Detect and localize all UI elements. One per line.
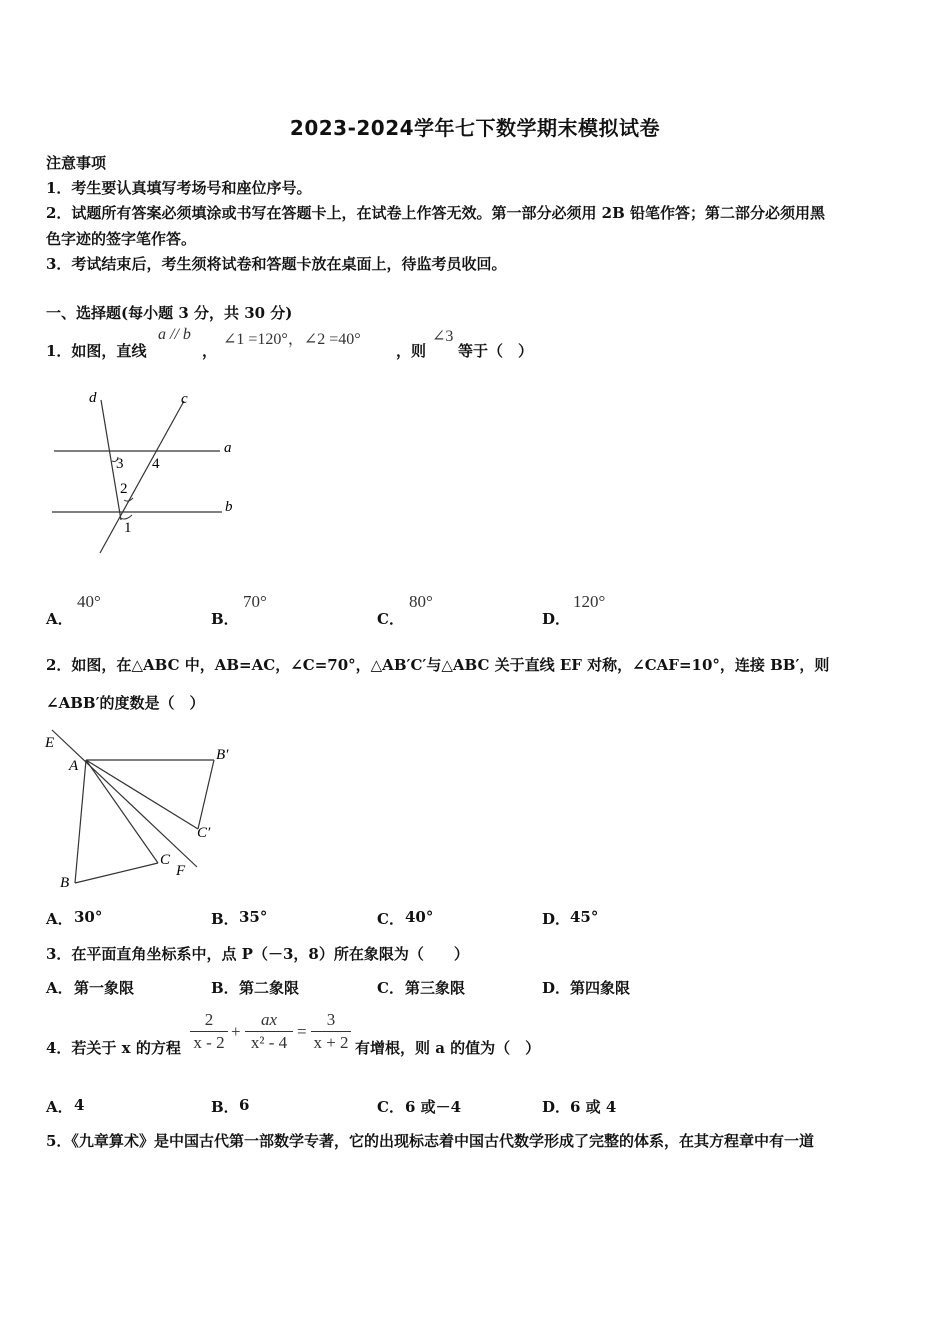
q3-option-a-value[interactable]: 第一象限 bbox=[74, 979, 135, 997]
q1-suffix: 等于（ ） bbox=[458, 342, 534, 360]
q4-fraction-1-numerator: 2 bbox=[204, 1010, 214, 1029]
line-ef bbox=[52, 730, 197, 867]
q5-text: 5．《九章算术》是中国古代第一部数学专著，它的出现标志着中国古代数学形成了完整的体系，在其方程章中有一道 bbox=[46, 1132, 814, 1150]
q3-option-b-label: B． bbox=[211, 979, 239, 997]
q4-fraction-2-numerator: ax bbox=[260, 1010, 278, 1029]
label-4: 4 bbox=[152, 456, 160, 472]
q4-prefix: 4．若关于 x 的方程 bbox=[46, 1039, 181, 1057]
label-f: F bbox=[176, 863, 186, 879]
segment-ac-prime bbox=[86, 760, 198, 829]
label-c: C bbox=[160, 852, 171, 868]
label-e: E bbox=[45, 735, 55, 751]
q2-option-c-label: C． bbox=[377, 910, 404, 928]
q4-fraction-3-denominator: x + 2 bbox=[313, 1033, 349, 1052]
q4-option-d-value[interactable]: 6 或 4 bbox=[570, 1098, 617, 1116]
page-title: 2023-2024学年七下数学期末模拟试卷 bbox=[289, 116, 661, 140]
segment-ac bbox=[86, 760, 158, 863]
label-3: 3 bbox=[116, 456, 124, 472]
q3-text: 3．在平面直角坐标系中，点 P（－3，8）所在象限为（ ） bbox=[46, 945, 469, 963]
notice-item: 1．考生要认真填写考场号和座位序号。 bbox=[46, 179, 312, 197]
label-1: 1 bbox=[124, 520, 132, 536]
q4-fraction-1 bbox=[190, 1010, 228, 1053]
label-c-prime: C′ bbox=[197, 825, 211, 841]
q2-option-b-label: B． bbox=[211, 910, 239, 928]
q1-option-c-value[interactable]: 80° bbox=[409, 592, 433, 611]
q1-option-b-value[interactable]: 70° bbox=[243, 592, 267, 611]
notice-item: 色字迹的签字笔作答。 bbox=[46, 230, 197, 248]
angle-2-arc bbox=[124, 498, 133, 501]
q4-fraction-2 bbox=[245, 1010, 293, 1053]
notice-item: 2．试题所有答案必须填涂或书写在答题卡上，在试卷上作答无效。第一部分必须用 2B 铅笔作答；第二部分必须用黑 bbox=[46, 204, 826, 222]
q3-option-a-label: A． bbox=[46, 979, 73, 997]
q1-option-a-label: A． bbox=[46, 610, 73, 628]
q1-then: ，则 bbox=[396, 342, 427, 360]
q3-option-d-value[interactable]: 第四象限 bbox=[570, 979, 631, 997]
q2-option-d-label: D． bbox=[542, 910, 571, 928]
q4-option-a-label: A． bbox=[46, 1098, 73, 1116]
q1-option-a-value[interactable]: 40° bbox=[77, 592, 101, 611]
notice-item: 3．考试结束后，考生须将试卷和答题卡放在桌面上，待监考员收回。 bbox=[46, 255, 507, 273]
label-c: c bbox=[181, 391, 188, 407]
section-heading: 一、选择题(每小题 3 分，共 30 分) bbox=[46, 304, 293, 322]
label-2: 2 bbox=[120, 481, 128, 497]
q1-figure bbox=[44, 385, 244, 560]
q1-parallel-condition: a // b bbox=[158, 326, 191, 343]
q4-fraction-3-numerator: 3 bbox=[326, 1010, 336, 1029]
q1-angle-condition: ∠1 =120°，∠2 =40° bbox=[223, 331, 361, 348]
q1-option-c-label: C． bbox=[377, 610, 404, 628]
q3-option-b-value[interactable]: 第二象限 bbox=[239, 979, 300, 997]
q2-line2: ∠ABB′的度数是（ ） bbox=[46, 694, 205, 712]
q4-plus: + bbox=[231, 1022, 241, 1041]
q2-line1: 2．如图，在△ABC 中，AB=AC，∠C=70°，△AB′C′与△ABC 关于直线 EF 对称，∠CAF=10°，连接 BB′，则 bbox=[46, 656, 830, 674]
label-b-prime: B′ bbox=[216, 747, 229, 763]
q4-option-b-label: B． bbox=[211, 1098, 239, 1116]
q3-option-d-label: D． bbox=[542, 979, 571, 997]
q4-fraction-2-denominator: x² - 4 bbox=[250, 1033, 288, 1052]
q4-option-c-value[interactable]: 6 或－4 bbox=[405, 1098, 462, 1116]
angle-1-arc bbox=[120, 515, 132, 519]
segment-ab bbox=[75, 760, 86, 883]
line-c bbox=[100, 401, 184, 553]
q1-target-angle: ∠3 bbox=[432, 328, 454, 345]
q1-option-d-label: D． bbox=[542, 610, 571, 628]
q3-option-c-label: C． bbox=[377, 979, 404, 997]
label-a: A bbox=[69, 758, 79, 774]
label-a: a bbox=[224, 440, 232, 456]
q4-fraction-1-denominator: x - 2 bbox=[193, 1033, 225, 1052]
q1-option-b-label: B． bbox=[211, 610, 239, 628]
q4-option-b-value[interactable]: 6 bbox=[239, 1096, 250, 1114]
label-b: B bbox=[60, 875, 70, 891]
q4-option-a-value[interactable]: 4 bbox=[74, 1096, 85, 1114]
q2-option-d-value[interactable]: 45° bbox=[570, 908, 599, 926]
q3-option-c-value[interactable]: 第三象限 bbox=[405, 979, 466, 997]
q4-suffix: 有增根，则 a 的值为（ ） bbox=[355, 1039, 541, 1057]
notice-heading: 注意事项 bbox=[46, 154, 107, 172]
q1-option-d-value[interactable]: 120° bbox=[573, 592, 606, 611]
q2-option-c-value[interactable]: 40° bbox=[405, 908, 434, 926]
q2-figure bbox=[42, 725, 242, 895]
q2-option-a-label: A． bbox=[46, 910, 73, 928]
q1-prefix: 1．如图，直线 bbox=[46, 342, 147, 360]
label-b: b bbox=[225, 499, 233, 515]
q4-fraction-3 bbox=[311, 1010, 351, 1053]
q4-equals: = bbox=[297, 1022, 307, 1041]
q2-option-a-value[interactable]: 30° bbox=[74, 908, 103, 926]
q4-option-d-label: D． bbox=[542, 1098, 571, 1116]
q4-option-c-label: C． bbox=[377, 1098, 404, 1116]
label-d: d bbox=[89, 390, 97, 406]
segment-bc bbox=[75, 863, 158, 883]
q1-separator: ， bbox=[202, 342, 218, 360]
q2-option-b-value[interactable]: 35° bbox=[239, 908, 268, 926]
segment-b-prime-c-prime bbox=[198, 760, 214, 829]
